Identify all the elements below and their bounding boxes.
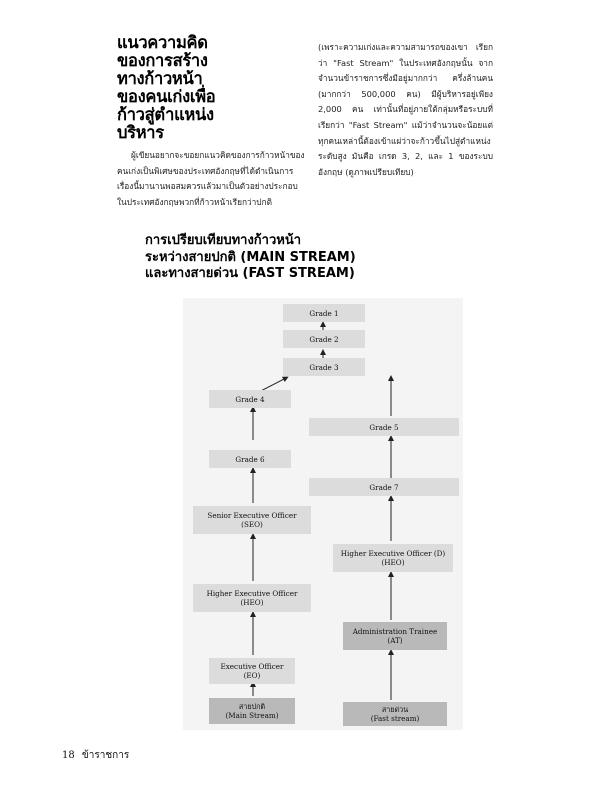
- body-paragraph-left: ผู้เขียนอยากจะขอยกแนวคิดของการก้าวหน้าของคนเก่งเป็นพิเศษของประเทศอังกฤษที่ได้ดำเนินการเรื่องนี้มานานพอสมควรแล้วมาเป็นตัวอย่างประกอบ ในประเทศอังกฤษพวกที่ก้าวหน้าเรียกว่าปกติ: [117, 150, 305, 207]
- box-grade-6: Grade 6: [209, 450, 291, 468]
- box-higher-executive-officer-main: Higher Executive Officer (HEO): [193, 584, 311, 612]
- headline-line-3: ทางก้าวหน้า: [117, 69, 203, 88]
- diagram-title: [145, 233, 475, 283]
- headline-line-2: ของการสร้าง: [117, 51, 208, 70]
- career-path-diagram: [183, 298, 463, 730]
- page-footer: [62, 748, 133, 763]
- body-text-left-column: [117, 148, 305, 210]
- box-grade-4: Grade 4: [209, 390, 291, 408]
- headline-line-1: แนวความคิด: [117, 33, 208, 52]
- headline-line-6: บริหาร: [117, 123, 164, 142]
- box-higher-executive-officer-fast: Higher Executive Officer (D) (HEO): [333, 544, 453, 572]
- body-paragraph-right: (เพราะความเก่งและความสามารถของเขา เรียกว่า "Fast Stream" ในประเทศอังกฤษนั้น จากจำนวนข้าราชการซึ่งมีอยู่มากกว่า ครึ่งล้านคน (มากกว่า 500,000 คน) มีผู้บริหารอยู่เพียง 2,000 คน เท่านั้นที่อยู่ภายใต้กลุ่มหรือระบบที่เรียกว่า "Fast Stream" แม้ว่าจำนวนจะน้อยแต่ทุกคนเหล่านี้ต้องเข้าแผ่ว่าจะก้าวขึ้นไปสู่ตำแหน่งระดับสูง มันคือ เกรด 3, 2, และ 1 ของระบบอังกฤษ (ดูภาพเปรียบเทียบ): [318, 42, 493, 177]
- box-grade-3: Grade 3: [283, 358, 365, 376]
- diagram-title-line-1: การเปรียบเทียบทางก้าวหน้า: [145, 233, 302, 248]
- box-main-stream: สายปกติ (Main Stream): [209, 698, 295, 724]
- headline-line-5: ก้าวสู่ตำแหน่ง: [117, 105, 214, 124]
- box-executive-officer: Executive Officer (EO): [209, 658, 295, 684]
- box-grade-7: Grade 7: [309, 478, 459, 496]
- publication-name: ข้าราชการ: [81, 750, 130, 761]
- diagram-title-line-2: ระหว่างสายปกติ (MAIN STREAM): [145, 249, 356, 265]
- box-administration-trainee: Administration Trainee (AT): [343, 622, 447, 650]
- headline-line-4: ของคนเก่งเพื่อ: [117, 87, 216, 106]
- box-fast-stream: สายด่วน (Fast stream): [343, 702, 447, 726]
- box-grade-1: Grade 1: [283, 304, 365, 322]
- box-senior-executive-officer: Senior Executive Officer (SEO): [193, 506, 311, 534]
- diagram-title-line-3: และทางสายด่วน (FAST STREAM): [145, 266, 355, 281]
- article-headline: [117, 34, 267, 142]
- page-number: 18: [62, 750, 75, 761]
- box-grade-5: Grade 5: [309, 418, 459, 436]
- body-text-right-column: [318, 40, 493, 180]
- box-grade-2: Grade 2: [283, 330, 365, 348]
